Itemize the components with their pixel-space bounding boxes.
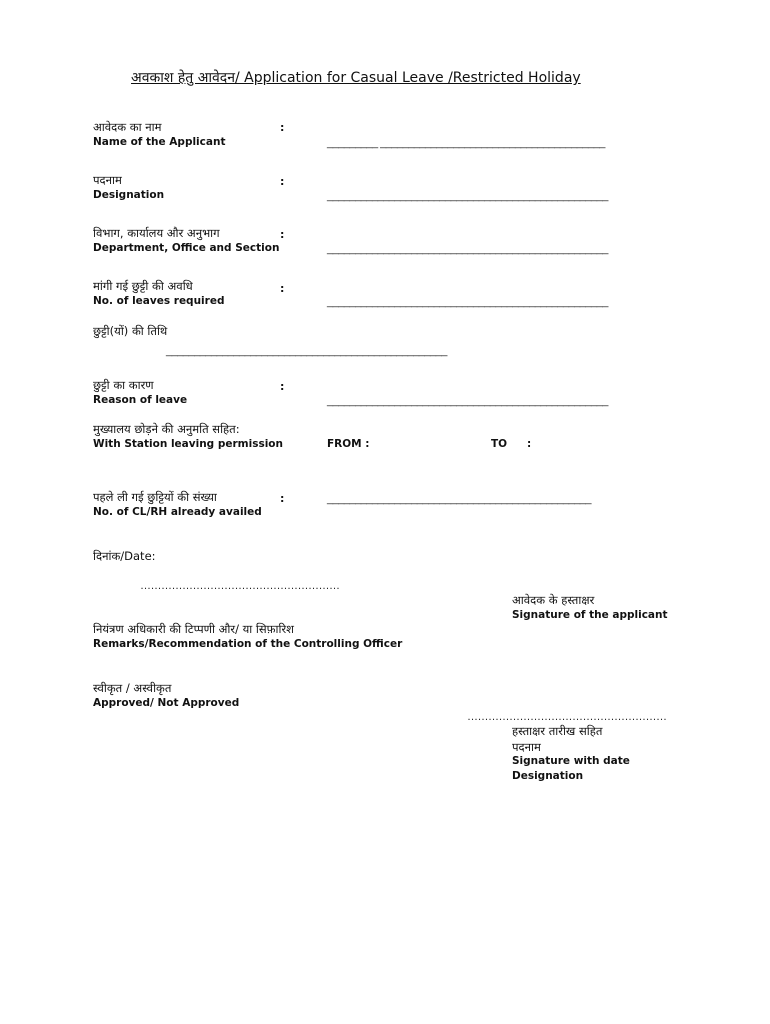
department-label-en: Department, Office and Section: [93, 242, 280, 254]
leave-count-line[interactable]: __________________________________________________: [327, 296, 608, 308]
remarks-label-en: Remarks/Recommendation of the Controlling Officer: [93, 638, 403, 650]
leave-dates-line[interactable]: __________________________________________________: [166, 345, 447, 357]
officer-signature-en: Signature with date: [512, 755, 630, 767]
availed-colon: :: [280, 492, 285, 505]
applicant-signature-hi: आवेदक के हस्ताक्षर: [512, 593, 595, 607]
station-to-colon: :: [527, 438, 532, 450]
officer-signature-hi: हस्ताक्षर तारीख सहित: [512, 724, 603, 738]
department-line[interactable]: __________________________________________________: [327, 243, 608, 255]
availed-line[interactable]: _______________________________________________: [327, 493, 592, 505]
availed-label-en: No. of CL/RH already availed: [93, 506, 262, 518]
availed-label-hi: पहले ली गई छुट्टियों की संख्या: [93, 490, 217, 504]
officer-designation-en: Designation: [512, 770, 584, 782]
remarks-label-hi: नियंत्रण अधिकारी की टिप्पणी और/ या सिफ़ारिश: [93, 622, 294, 636]
designation-line[interactable]: __________________________________________________: [327, 190, 608, 202]
reason-line[interactable]: __________________________________________________: [327, 395, 608, 407]
department-label-hi: विभाग, कार्यालय और अनुभाग: [93, 226, 220, 240]
applicant-name-label-hi: आवेदक का नाम: [93, 120, 162, 134]
officer-designation-hi: पदनाम: [512, 740, 541, 754]
station-label-en: With Station leaving permission: [93, 438, 283, 450]
applicant-name-colon: :: [280, 121, 285, 134]
approval-label-en: Approved/ Not Approved: [93, 697, 240, 709]
department-colon: :: [280, 228, 285, 241]
leave-dates-label-hi: छुट्टी(यों) की तिथि: [93, 324, 168, 338]
approval-label-hi: स्वीकृत / अस्वीकृत: [93, 681, 172, 695]
station-from-label: FROM :: [327, 438, 370, 450]
leave-count-label-en: No. of leaves required: [93, 295, 225, 307]
date-label: दिनांक/Date:: [93, 549, 156, 563]
applicant-name-line[interactable]: _________ ________________________________________: [327, 137, 605, 149]
page-title: अवकाश हेतु आवेदन/ Application for Casual Leave /Restricted Holiday: [131, 70, 581, 86]
leave-count-colon: :: [280, 282, 285, 295]
officer-signature-dots[interactable]: …………………………………………………: [467, 711, 667, 723]
reason-colon: :: [280, 380, 285, 393]
station-label-hi: मुख्यालय छोड़ने की अनुमति सहित:: [93, 422, 240, 436]
reason-label-en: Reason of leave: [93, 394, 188, 406]
leave-count-label-hi: मांगी गई छुट्टी की अवधि: [93, 279, 193, 293]
reason-label-hi: छुट्टी का कारण: [93, 378, 154, 392]
designation-colon: :: [280, 175, 285, 188]
applicant-name-label-en: Name of the Applicant: [93, 136, 226, 148]
designation-label-en: Designation: [93, 189, 165, 201]
designation-label-hi: पदनाम: [93, 173, 122, 187]
date-dots[interactable]: …………………………………………………: [140, 580, 340, 592]
applicant-signature-en: Signature of the applicant: [512, 609, 668, 621]
station-to-label: TO: [491, 438, 508, 450]
